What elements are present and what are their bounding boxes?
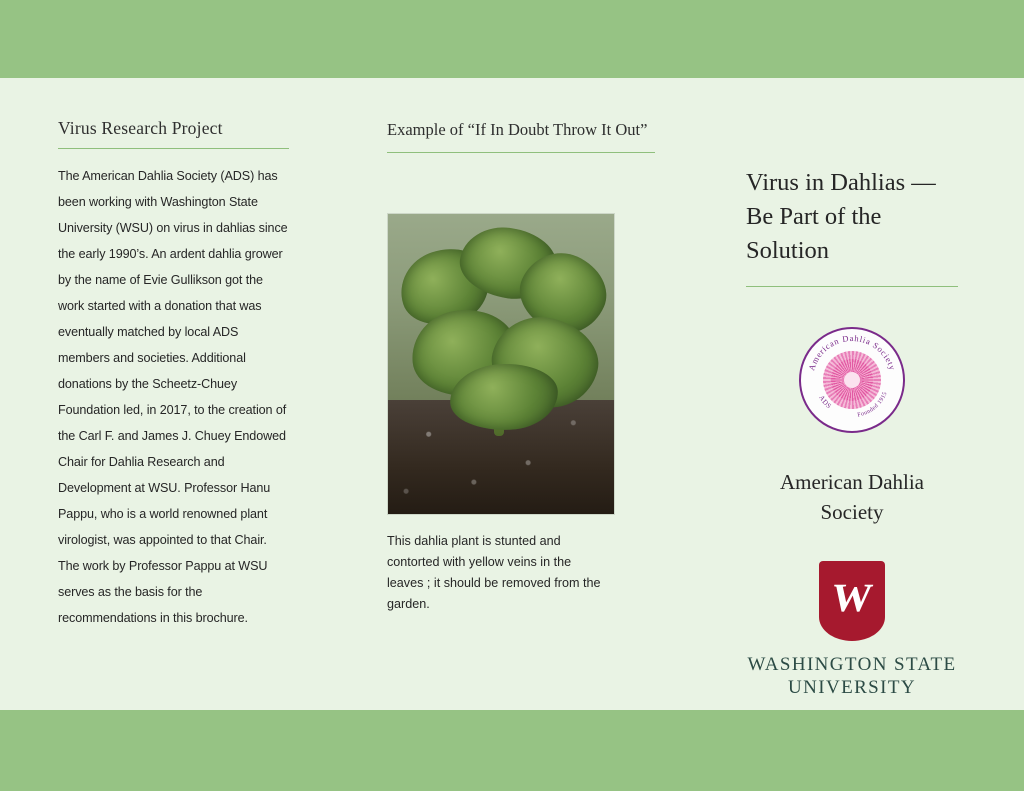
wsu-wordmark-line1: WASHINGTON STATE [747,654,957,675]
american-dahlia-society-seal-icon [799,327,905,433]
dahlia-flower-icon [823,351,881,409]
wsu-cougar-shield-icon [819,561,885,641]
left-panel-body: The American Dahlia Society (ADS) has been working with Washington State University (WSU) on virus in dahlias since the early 1990’s. An ardent dahlia grower by the name of Evie Gullikson got the work started with a donation that was eventually matched by local ADS members and societies. Additional donations by the Scheetz-Chuey Foundation led, in 2017, to the creation of the Carl F. and James J. Chuey Endowed Chair for Dahlia Research and Development at WSU. Professor Hanu Pappu, who is a world renowned plant virologist, was appointed to that Chair. The work by Professor Pappu at WSU serves as the basis for the recommendations in this brochure. [58,169,288,625]
panel-virus-research-project [0,78,345,710]
page-title: Virus in Dahlias — Be Part of the Solution [746,166,958,287]
organization-name: American Dahlia Society [779,470,925,524]
ads-seal-container [746,327,958,433]
wsu-wordmark-line2: UNIVERSITY [787,677,916,698]
left-panel-heading: Virus Research Project [58,118,289,149]
cougar-glyph: W [828,575,876,620]
panel-cover [700,78,1024,710]
wsu-wordmark [748,653,957,699]
photo-caption: This dahlia plant is stunted and contorted with yellow veins in the leaves ; it should be removed from the garden. [387,534,601,611]
diseased-dahlia-photo [387,213,615,515]
panel-example-photo [345,78,700,710]
middle-panel-heading: Example of “If In Doubt Throw It Out” [387,118,655,153]
svg-text:Founded 1915: Founded 1915 [856,391,889,419]
svg-text:American Dahlia Society: American Dahlia Society [806,332,898,372]
bottom-color-band [0,710,1024,791]
wsu-logo [746,561,958,699]
top-color-band [0,0,1024,78]
svg-text:ADS: ADS [817,393,834,411]
